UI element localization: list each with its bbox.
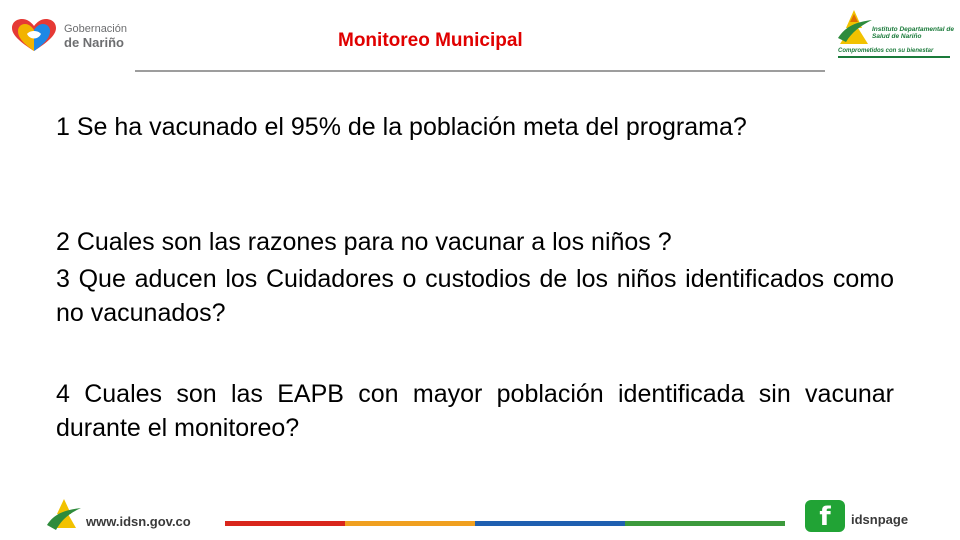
question-3: 3 Que aducen los Cuidadores o custodios de los niños identificados como no vacunados? <box>56 265 894 327</box>
footer-bar-green <box>625 521 785 526</box>
header-divider <box>135 70 825 72</box>
question-2: 2 Cuales son las razones para no vacunar a los niños ? <box>56 228 672 256</box>
footer-bar-red <box>225 521 345 526</box>
facebook-handle[interactable]: idsnpage <box>851 512 909 527</box>
gobernacion-line1: Gobernación <box>64 23 127 35</box>
idsn-logo <box>832 8 954 80</box>
idsn-footer-emblem-icon <box>44 498 84 534</box>
footer-bar-orange <box>345 521 475 526</box>
idsn-name: Instituto Departamental de Salud de Nariño <box>872 26 954 40</box>
page-title: Monitoreo Municipal <box>338 30 523 51</box>
gobernacion-narino-logo <box>10 18 127 54</box>
gobernacion-line2: de Nariño <box>64 35 124 50</box>
idsn-tagline: Comprometidos con su bienestar <box>838 48 934 54</box>
heart-logo-icon <box>10 18 58 54</box>
footer-bar-blue <box>475 521 625 526</box>
idsn-emblem-icon <box>832 8 876 52</box>
website-link[interactable]: www.idsn.gov.co <box>86 514 191 529</box>
idsn-underline <box>838 56 950 58</box>
facebook-icon[interactable]: f <box>805 500 845 532</box>
question-4: 4 Cuales son las EAPB con mayor población identificada sin vacunar durante el monitoreo? <box>56 380 894 442</box>
gobernacion-wordmark <box>64 22 127 50</box>
question-1: 1 Se ha vacunado el 95% de la población meta del programa? <box>56 113 747 141</box>
